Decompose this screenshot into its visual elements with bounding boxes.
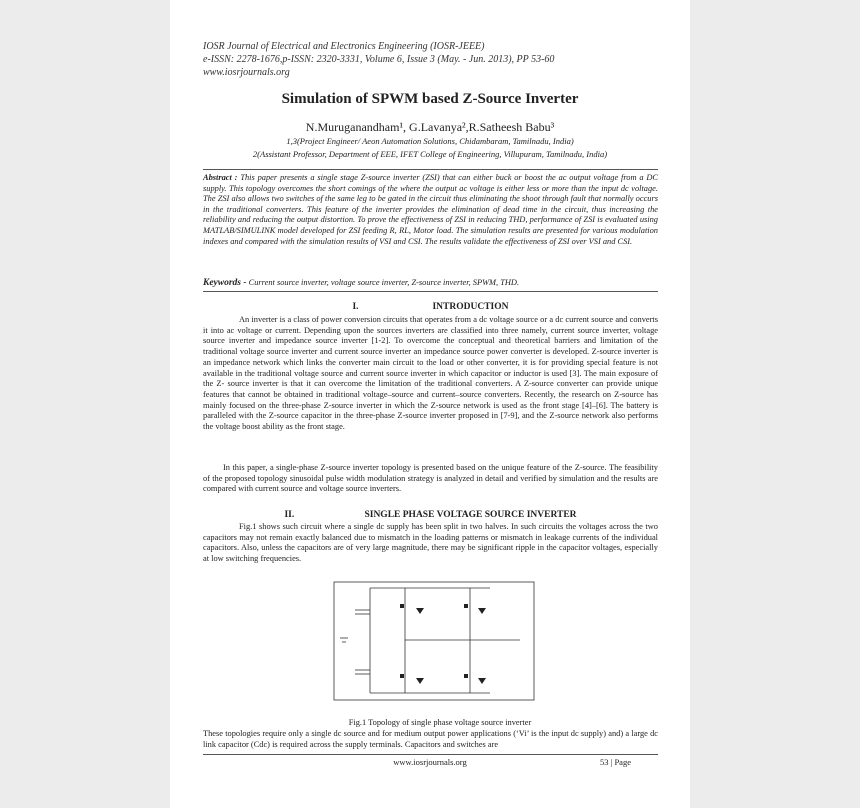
section-1-para-1: An inverter is a class of power conversion circuits that operates from a dc voltage source or a dc current source and converts it into ac voltage or current. Depending upon the sources inverters are classified into three namely, current source inverter, voltage source inverter and impedance source inverter [1-2]. To overcome the conceptual and theoretical barriers and limitation of the traditional voltage source inverter and current source inverter an impedance source power converter is developed. Z-source inverter is an impedance network which links the converter main circuit to the load or other converter, it is for providing special feature is not available in the traditional voltage source and current source inverter in which capacitor or inductor is used [3]. The main exposure of the Z- source inverter is that it can overcome the limitation of the traditional converters. A Z-source converter can provide unique features that cannot be obtained in traditional voltage–source and current–source converters. Recently, the research on Z-source has mainly focused on the three-phase Z-source inverter in which the Z-source network is used as the front stage [4]–[6]. The battery is paralleled with the Z-source capacitor in the three-phase Z-source inverter proposed in [7-9], and the Z-source network also performs the voltage boost ability as the front stage. — [203, 315, 658, 432]
keywords-label: Keywords - — [203, 278, 247, 288]
section-2-number: II. — [284, 510, 295, 520]
affiliation-2: 2(Assistant Professor, Department of EEE, IFET College of Engineering, Villupuram, Tamilnadu, India) — [252, 149, 608, 159]
section-1-title: INTRODUCTION — [432, 302, 509, 312]
journal-header — [203, 40, 643, 79]
section-2-title: SINGLE PHASE VOLTAGE SOURCE INVERTER — [364, 510, 577, 520]
abstract-bottom-rule — [203, 291, 658, 292]
section-1-heading — [203, 302, 658, 312]
diode-4 — [478, 678, 486, 684]
section-2-para-1: Fig.1 shows such circuit where a single dc supply has been split in two halves. In such circuits the voltages across the two capacitors may not remain exactly balanced due to mismatch in the loading patterns or mismatch in leakage currents of the individual capacitors. Also, unless the capacitors are of very large magnitude, there may be significant ripple in the capacitor voltages, especially at low switching frequencies. — [203, 522, 658, 564]
footer-rule — [203, 754, 658, 755]
section-2-para-2: These topologies require only a single dc source and for medium output power applications (‘Vi’ is the input dc supply) and) a large dc link capacitor (Cdc) is required across the supply terminals. Capacitors and switches are — [203, 729, 658, 749]
footer-site: www.iosrjournals.org — [393, 757, 467, 767]
circuit-figure — [330, 578, 540, 708]
section-1-para-2: In this paper, a single-phase Z-source inverter topology is presented based on the unique feature of the Z-source. The feasibility of the proposed topology sinusoidal pulse width modulation strategy is analyzed in detail and verified by simulation and the results are compared with current source and voltage source inverters. — [203, 463, 658, 494]
figure-caption: Fig.1 Topology of single phase voltage source inverter — [348, 718, 532, 727]
journal-site: www.iosrjournals.org — [203, 67, 290, 78]
switch-4 — [464, 674, 468, 678]
abstract-text: This paper presents a single stage Z-source inverter (ZSI) that can either buck or boost the ac output voltage from a DC supply. This topology overcomes the short comings of the where the output ac voltage is either less or more than the input dc voltage. The ZSI also allows two switches of the same leg to be gated in the circuit thus eliminating the shoot through fault that normally occurs in the traditional converters. This feature of the inverter provides the elimination of dead time in the circuit, thus increasing the reliability and reducing the output distortion. To prove the effectiveness of ZSI in reducing THD, performance of ZSI is evaluated using MATLAB/SIMULINK model developed for ZSI feeding R, RL, Motor load. The simulation results are presented for various modulation indexes and compared with the simulation results of VSI and CSI. The results validate the effectiveness of ZSI over VSI and CSI. — [203, 173, 659, 246]
abstract-top-rule — [203, 169, 658, 170]
switch-3 — [400, 674, 404, 678]
switch-2 — [464, 604, 468, 608]
diode-1 — [416, 608, 424, 614]
diode-2 — [478, 608, 486, 614]
affiliation-1: 1,3(Project Engineer/ Aeon Automation Solutions, Chidambaram, Tamilnadu, India) — [286, 136, 574, 146]
abstract-label: Abstract : — [203, 173, 238, 182]
section-2-heading — [203, 510, 658, 520]
paper-authors: N.Muruganandham¹, G.Lavanya²,R.Satheesh Babu³ — [305, 120, 555, 134]
journal-name: IOSR Journal of Electrical and Electronics Engineering (IOSR-JEEE) — [203, 41, 485, 52]
figure-frame — [334, 582, 534, 700]
diode-3 — [416, 678, 424, 684]
switch-1 — [400, 604, 404, 608]
keywords-text: Current source inverter, voltage source inverter, Z-source inverter, SPWM, THD. — [248, 278, 520, 287]
section-1-number: I. — [352, 302, 359, 312]
keywords — [203, 278, 658, 288]
abstract — [203, 173, 658, 247]
paper-title: Simulation of SPWM based Z-Source Inverter — [281, 91, 579, 107]
journal-issn: e-ISSN: 2278-1676,p-ISSN: 2320-3331, Volume 6, Issue 3 (May. - Jun. 2013), PP 53-60 — [203, 54, 555, 65]
page-number: 53 | Page — [600, 757, 631, 767]
